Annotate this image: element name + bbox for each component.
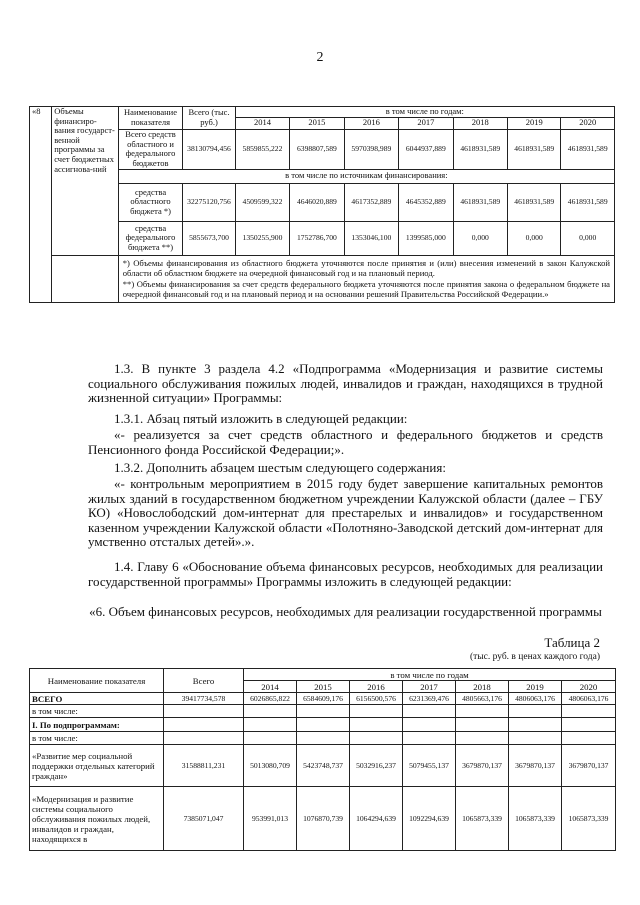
cell-value: 5079455,137 (403, 745, 456, 787)
cell-value: 1065873,339 (509, 787, 562, 851)
cell-value: 4618931,589 (561, 129, 615, 169)
cell-value: 6044937,889 (399, 129, 453, 169)
footnotes-cell (118, 255, 614, 302)
paragraph-quote-1: «- реализуется за счет средств областного и федерального бюджетов и средств Пенсионного фонда Российской Федерации;». (88, 427, 603, 457)
section-title: «6. Объем финансовых ресурсов, необходимых для реализации государственной программы (89, 604, 602, 619)
financial-resources-table (29, 668, 616, 851)
col-header-total: Всего (164, 669, 244, 693)
cell-value: 0,000 (508, 221, 561, 255)
row-number: «8 (30, 107, 52, 303)
year-header: 2015 (290, 117, 344, 129)
years-header: в том числе по годам (244, 669, 616, 681)
cell-value: 6156500,576 (350, 693, 403, 705)
year-header: 2018 (453, 117, 507, 129)
year-header: 2014 (244, 681, 297, 693)
row-label: Объемы финансиро-вания государст-венной программы за счет бюджетных ассигнова-ний (52, 107, 119, 256)
row-total: 5855673,700 (183, 221, 235, 255)
funding-passport-table (29, 106, 615, 303)
cell-value: 5032916,237 (350, 745, 403, 787)
cell-value: 4618931,589 (508, 129, 561, 169)
row-total: 32275120,756 (183, 183, 235, 221)
cell-value: 6026865,822 (244, 693, 297, 705)
col-header-total: Всего (тыс. руб.) (183, 107, 235, 130)
row-label: в том числе: (30, 732, 164, 745)
cell-value: 1064294,639 (350, 787, 403, 851)
cell-value: 1092294,639 (403, 787, 456, 851)
row-name: средства областного бюджета *) (118, 183, 183, 221)
cell-value: 4509599,322 (235, 183, 289, 221)
cell-value: 4805663,176 (456, 693, 509, 705)
row-name: «Модернизация и развитие системы социального обслуживания пожилых людей, инвалидов и граждан, находящихся в (30, 787, 164, 851)
cell-value: 953991,013 (244, 787, 297, 851)
year-header: 2015 (297, 681, 350, 693)
year-header: 2016 (344, 117, 398, 129)
year-header: 2018 (456, 681, 509, 693)
row-total: 7385071,047 (164, 787, 244, 851)
cell-value: 4618931,589 (453, 129, 507, 169)
cell-value: 4617352,889 (344, 183, 398, 221)
row-total: 38130794,456 (183, 129, 235, 169)
cell-value: 1350255,900 (235, 221, 289, 255)
cell-value: 4645352,889 (399, 183, 453, 221)
row-name: Всего средств областного и федерального бюджетов (118, 129, 183, 169)
cell-value: 1065873,339 (562, 787, 616, 851)
cell-value: 1065873,339 (456, 787, 509, 851)
year-header: 2014 (235, 117, 289, 129)
year-header: 2020 (561, 117, 615, 129)
row-total: 39417734,578 (164, 693, 244, 705)
paragraph-1-4: 1.4. Главу 6 «Обоснование объема финансовых ресурсов, необходимых для реализации государственной программы» Программы изложить в следующей редакции: (88, 559, 603, 589)
row-total: 31588811,231 (164, 745, 244, 787)
col-header-name: Наименование показателя (118, 107, 183, 130)
cell-value: 4618931,589 (453, 183, 507, 221)
cell-value: 0,000 (561, 221, 615, 255)
row-label: в том числе: (30, 705, 164, 718)
paragraph-quote-2: «- контрольным мероприятием в 2015 году будет завершение капитальных ремонтов жилых зданий в государственном бюджетном учреждении Калужской области (далее – ГБУ КО) «Новослободский дом-интернат для престарелых и инвалидов» и государственном казенном учреждении Калужской области «Полотняно-Заводской детский дом-интернат для умственно отсталых детей».». (88, 476, 603, 549)
cell-value: 4618931,589 (561, 183, 615, 221)
cell-value: 6398807,589 (290, 129, 344, 169)
cell-value: 4646020,889 (290, 183, 344, 221)
cell-value: 5970398,989 (344, 129, 398, 169)
cell-value: 0,000 (453, 221, 507, 255)
cell-value: 5859855,222 (235, 129, 289, 169)
paragraph-1-3-2: 1.3.2. Дополнить абзацем шестым следующего содержания: (114, 460, 446, 475)
cell-value: 6584609,176 (297, 693, 350, 705)
cell-value: 5013080,709 (244, 745, 297, 787)
year-header: 2020 (562, 681, 616, 693)
cell-value: 3679870,137 (509, 745, 562, 787)
total-row-name: ВСЕГО (30, 693, 164, 705)
cell-value: 1353046,100 (344, 221, 398, 255)
empty-cell (52, 255, 119, 302)
cell-value: 6231369,476 (403, 693, 456, 705)
paragraph-1-3-1: 1.3.1. Абзац пятый изложить в следующей редакции: (114, 411, 408, 426)
row-name: «Развитие мер социальной поддержки отдельных категорий граждан» (30, 745, 164, 787)
year-header: 2019 (508, 117, 561, 129)
footnote-federal: **) Объемы финансирования за счет средств федерального бюджета уточняются после принятия закона о федеральном бюджете на очередной финансовый год и на плановый период и на основании решений Правительства Российской Федерации.» (122, 278, 610, 300)
cell-value: 5423748,737 (297, 745, 350, 787)
sources-header: в том числе по источникам финансирования: (118, 169, 614, 183)
years-header: в том числе по годам: (235, 107, 614, 118)
cell-value: 4618931,589 (508, 183, 561, 221)
cell-value: 4806063,176 (562, 693, 616, 705)
units-note: (тыс. руб. в ценах каждого года) (469, 652, 600, 662)
year-header: 2017 (403, 681, 456, 693)
cell-value: 1752786,700 (290, 221, 344, 255)
row-label: I. По подпрограммам: (30, 718, 164, 732)
col-header-name: Наименование показателя (30, 669, 164, 693)
row-name: средства федерального бюджета **) (118, 221, 183, 255)
page-number: 2 (316, 50, 324, 65)
table-label: Таблица 2 (544, 635, 600, 650)
cell-value: 1399585,000 (399, 221, 453, 255)
cell-value: 3679870,137 (456, 745, 509, 787)
paragraph-1-3: 1.3. В пункте 3 раздела 4.2 «Подпрограмма «Модернизация и развитие системы социального обслуживания пожилых людей, инвалидов и граждан, находящихся в трудной жизненной ситуации» Программы: (88, 361, 603, 405)
year-header: 2017 (399, 117, 453, 129)
cell-value: 1076870,739 (297, 787, 350, 851)
footnote-regional: *) Объемы финансирования из областного бюджета уточняются после принятия и (или) внесения изменений в закон Калужской области об областном бюджете на очередной финансовый год и на плановый период. (122, 257, 610, 279)
cell-value: 4806063,176 (509, 693, 562, 705)
cell-value: 3679870,137 (562, 745, 616, 787)
year-header: 2019 (509, 681, 562, 693)
year-header: 2016 (350, 681, 403, 693)
